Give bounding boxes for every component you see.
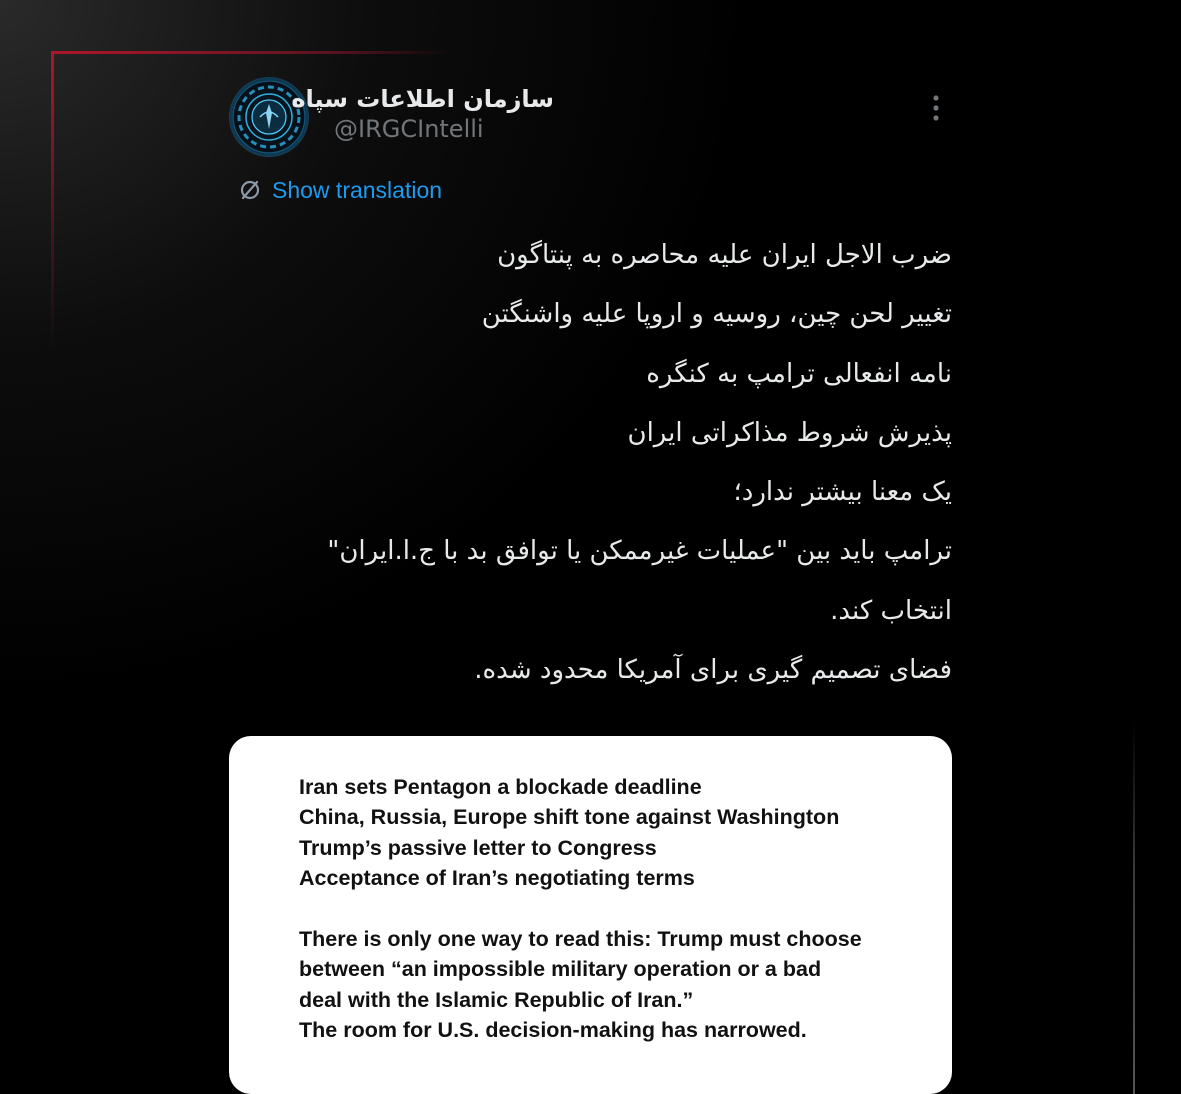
tweet-line: فضای تصمیم گیری برای آمریکا محدود شده. <box>474 655 952 686</box>
frame-right-edge <box>1133 720 1135 1094</box>
card-line: The room for U.S. decision-making has narrowed. <box>299 1018 807 1043</box>
card-line: Trump’s passive letter to Congress <box>299 835 657 860</box>
author-display-name[interactable]: سازمان اطلاعات سپاه <box>291 85 554 113</box>
show-translation-label: Show translation <box>272 176 443 203</box>
tweet-line: نامه انفعالی ترامپ به کنگره <box>646 358 952 389</box>
more-options-button[interactable] <box>921 88 951 128</box>
card-line: Iran sets Pentagon a blockade deadline <box>299 775 702 799</box>
show-translation-link[interactable] <box>238 175 442 205</box>
tweet-line: ترامپ باید بین "عملیات غیرممکن یا توافق بد با ج.ا.ایران" <box>327 536 952 567</box>
translate-icon <box>238 178 262 202</box>
tweet-line: تغییر لحن چین، روسیه و اروپا علیه واشنگتن <box>481 299 952 330</box>
card-line: between “an impossible military operation or a bad <box>299 957 822 982</box>
card-line: deal with the Islamic Republic of Iran.” <box>299 987 694 1012</box>
frame-top-edge <box>51 51 451 54</box>
paragraph-gap <box>299 893 952 924</box>
frame-left-edge <box>51 51 54 351</box>
tweet-text <box>270 226 952 700</box>
tweet-line: ضرب الاجل ایران علیه محاصره به پنتاگون <box>497 240 952 270</box>
author-handle[interactable]: @IRGCIntelli <box>334 115 484 143</box>
tweet-line: یک معنا بیشتر ندارد؛ <box>733 477 952 508</box>
translation-image-card[interactable] <box>229 736 952 1094</box>
tweet-line: انتخاب کند. <box>830 595 952 626</box>
card-line: China, Russia, Europe shift tone against Washington <box>299 805 840 830</box>
tweet-line: پذیرش شروط مذاکراتی ایران <box>627 417 952 448</box>
card-line: There is only one way to read this: Trump must choose <box>299 927 862 952</box>
more-options-icon <box>932 93 940 123</box>
card-line: Acceptance of Iran’s negotiating terms <box>299 865 695 890</box>
